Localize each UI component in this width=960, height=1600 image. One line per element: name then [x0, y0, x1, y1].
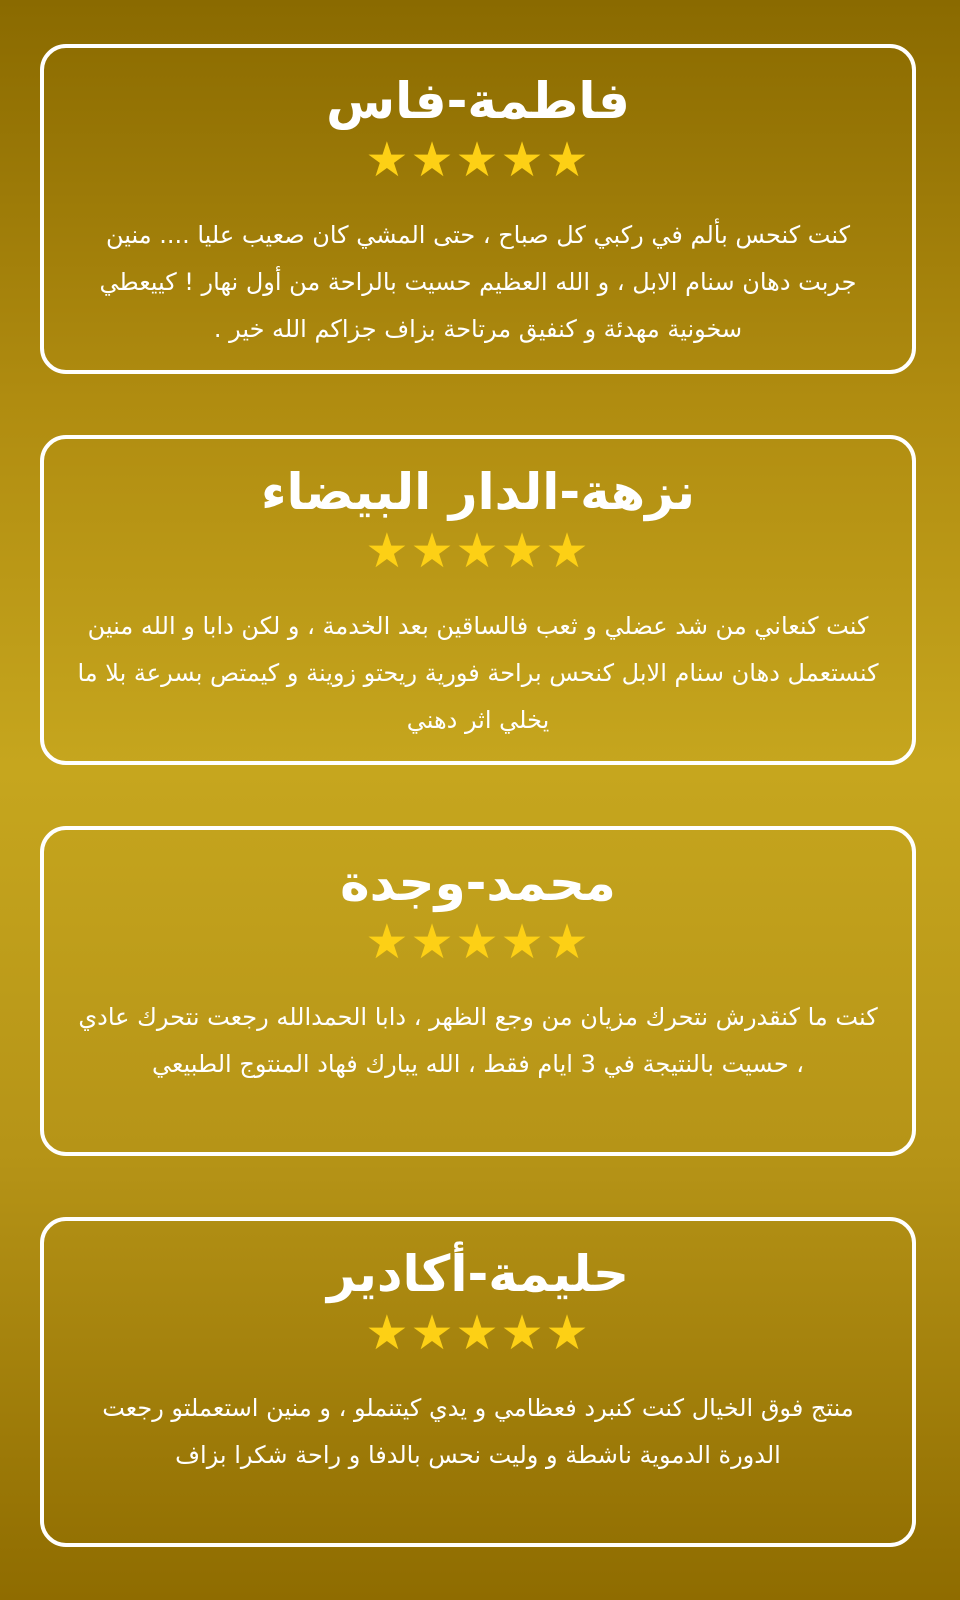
testimonial-text: منتج فوق الخيال كنت كنبرد فعظامي و يدي كيتنملو ، و منين استعملتو رجعت الدورة الدموية ناشطة و وليت نحس بالدفا و راحة شكرا بزاف	[102, 1394, 854, 1469]
customer-name: محمد-وجدة	[340, 854, 616, 912]
customer-name: نزهة-الدار البيضاء	[260, 463, 696, 521]
star-rating-icon: ★★★★★	[365, 1305, 591, 1361]
testimonial-card	[40, 44, 916, 374]
star-rating-icon: ★★★★★	[365, 132, 591, 188]
testimonial-text: كنت ما كنقدرش نتحرك مزيان من وجع الظهر ، دابا الحمدالله رجعت نتحرك عادي ، حسيت بالنتيجة في 3 ايام فقط ، الله يبارك فهاد المنتوج الطبيعي	[78, 1003, 878, 1078]
testimonial-text: كنت كنعاني من شد عضلي و ثعب فالساقين بعد الخدمة ، و لكن دابا و الله منين كنستعمل دهان سنام الابل كنحس براحة فورية ريحتو زوينة و كيمتص بسرعة بلا ما يخلي اثر دهني	[77, 612, 879, 734]
star-rating-icon: ★★★★★	[365, 914, 591, 970]
testimonial-card	[40, 435, 916, 765]
customer-name: حليمة-أكادير	[327, 1245, 629, 1303]
customer-name: فاطمة-فاس	[326, 72, 630, 130]
testimonial-card	[40, 1217, 916, 1547]
testimonial-card	[40, 826, 916, 1156]
testimonial-text: كنت كنحس بألم في ركبي كل صباح ، حتى المشي كان صعيب عليا .... منين جربت دهان سنام الابل ، و الله العظيم حسيت بالراحة من أول نهار ! كييعطي سخونية مهدئة و كنفيق مرتاحة بزاف جزاكم الله خير .	[99, 221, 857, 343]
star-rating-icon: ★★★★★	[365, 523, 591, 579]
